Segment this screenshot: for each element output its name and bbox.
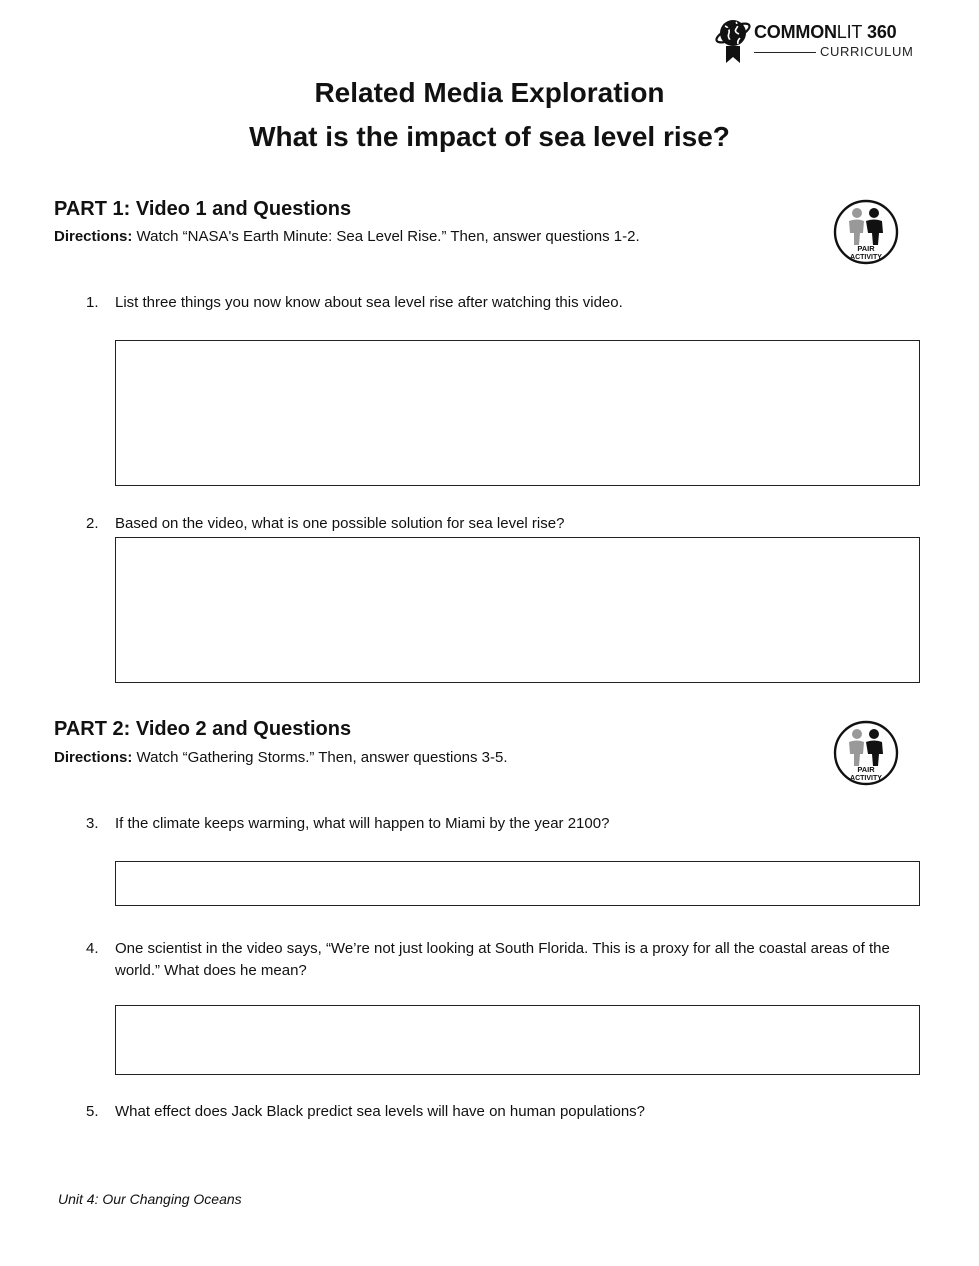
part2-badge-line1: PAIR [857,765,875,774]
pair-activity-icon [833,199,899,265]
part1-directions-label: Directions: [54,228,133,245]
globe-ribbon-icon [714,16,752,64]
part2-heading: PART 2: Video 2 and Questions [54,718,352,740]
question-number: 3. [86,815,99,832]
question-number: 1. [86,294,99,311]
answer-box-1[interactable] [115,340,920,486]
logo-brand-text: COMMONLIT 360 [754,22,897,42]
question-text: What effect does Jack Black predict sea levels will have on human populations? [115,1103,646,1120]
part2-directions-label: Directions: [54,749,133,766]
question-text: If the climate keeps warming, what will happen to Miami by the year 2100? [115,815,610,832]
part1-heading: PART 1: Video 1 and Questions [54,198,352,220]
page-title: Related Media Exploration [314,77,665,108]
part2-directions [54,748,508,768]
question-number: 5. [86,1103,99,1120]
footer-unit-label: Unit 4: Our Changing Oceans [58,1191,242,1207]
part1-badge-line2: ACTIVITY [850,254,882,261]
answer-box-4[interactable] [115,1005,920,1075]
question-2 [86,513,926,535]
question-text: List three things you now know about sea level rise after watching this video. [115,294,623,311]
part2-directions-text: Watch “Gathering Storms.” Then, answer questions 3-5. [132,749,508,766]
question-number: 4. [86,940,99,957]
question-1 [86,292,926,314]
answer-box-3[interactable] [115,861,920,906]
question-text: One scientist in the video says, “We’re not just looking at South Florida. This is a proxy for all the coastal areas of the world.” What does he mean? [115,940,890,979]
logo-subtitle: CURRICULUM [820,44,914,59]
part1-directions [54,227,640,247]
logo-rule [754,52,816,53]
commonlit-logo [714,16,924,66]
question-4 [86,938,926,982]
question-text: Based on the video, what is one possible solution for sea level rise? [115,515,565,532]
part2-badge-line2: ACTIVITY [850,775,882,782]
answer-box-2[interactable] [115,537,920,683]
part1-directions-text: Watch “NASA's Earth Minute: Sea Level Rise.” Then, answer questions 1-2. [132,228,640,245]
page-subtitle: What is the impact of sea level rise? [249,121,730,152]
question-number: 2. [86,515,99,532]
question-5 [86,1101,926,1123]
question-3 [86,813,926,835]
part1-badge-line1: PAIR [857,244,875,253]
pair-activity-icon [833,720,899,786]
